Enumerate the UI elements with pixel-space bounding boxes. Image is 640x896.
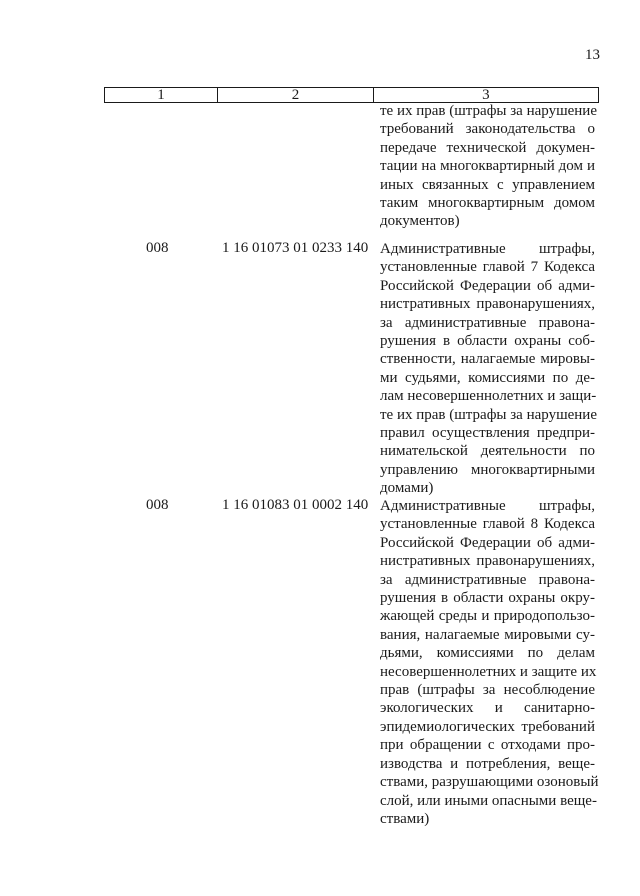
column-header-1: 1 bbox=[105, 88, 218, 103]
description-line: жающей среды и природопользо- bbox=[380, 608, 595, 625]
description-line: установленные главой 7 Кодекса bbox=[380, 259, 595, 276]
description-line: ствами) bbox=[380, 810, 430, 827]
description-line: эпидемиологических требований bbox=[380, 718, 595, 735]
description-line: прав (штрафы за несоблюдение bbox=[380, 682, 595, 699]
description-line: за административные правона- bbox=[380, 314, 595, 331]
description-line: дьями, комиссиями по делам bbox=[380, 645, 595, 662]
row-description bbox=[380, 240, 595, 498]
description-line: слой, или иными опасными веще- bbox=[380, 792, 597, 809]
description-line: вания, налагаемые мировыми су- bbox=[380, 626, 595, 643]
description-line: Российской Федерации об адми- bbox=[380, 534, 595, 551]
column-header-table bbox=[104, 87, 599, 103]
description-line: Административные штрафы, bbox=[380, 498, 595, 514]
description-line: тации на многоквартирный дом и bbox=[380, 158, 595, 175]
description-line: ственности, налагаемые мировы- bbox=[380, 351, 595, 368]
description-line: управлению многоквартирными bbox=[380, 461, 595, 478]
description-line: таким многоквартирным домом bbox=[380, 195, 595, 212]
description-line: лам несовершеннолетних и защи- bbox=[380, 388, 597, 405]
page-number: 13 bbox=[585, 47, 600, 63]
description-line: при обращении с отходами про- bbox=[380, 737, 595, 754]
column-header-3: 3 bbox=[373, 88, 598, 103]
description-line: рушения в области охраны соб- bbox=[380, 333, 595, 350]
admin-code: 008 bbox=[146, 240, 169, 256]
description-line: нимательской деятельности по bbox=[380, 443, 595, 460]
description-line: передаче технической докумен- bbox=[380, 139, 595, 156]
description-line: нистративных правонарушениях, bbox=[380, 296, 595, 313]
description-line: Российской Федерации об адми- bbox=[380, 277, 595, 294]
column-header-row bbox=[105, 88, 599, 103]
description-line: те их прав (штрафы за нарушение bbox=[380, 103, 597, 119]
description-line: установленные главой 8 Кодекса bbox=[380, 516, 595, 533]
description-line: несовершеннолетних и защите их bbox=[380, 663, 597, 680]
description-line: за административные правона- bbox=[380, 571, 595, 588]
continuation-description bbox=[380, 102, 595, 231]
row-description bbox=[380, 497, 599, 828]
column-header-2: 2 bbox=[218, 88, 374, 103]
description-line: Административные штрафы, bbox=[380, 241, 595, 257]
description-line: правил осуществления предпри- bbox=[380, 425, 595, 442]
description-line: иных связанных с управлением bbox=[380, 176, 595, 193]
description-line: ми судьями, комиссиями по де- bbox=[380, 369, 595, 386]
description-line: требований законодательства о bbox=[380, 121, 595, 138]
description-line: домами) bbox=[380, 480, 434, 497]
description-line: экологических и санитарно- bbox=[380, 700, 595, 717]
kbk-code: 1 16 01083 01 0002 140 bbox=[222, 497, 369, 513]
kbk-code: 1 16 01073 01 0233 140 bbox=[222, 240, 369, 256]
description-line: рушения в области охраны окру- bbox=[380, 590, 595, 607]
description-line: нистративных правонарушениях, bbox=[380, 553, 595, 570]
description-line: изводства и потребления, веще- bbox=[380, 755, 595, 772]
description-line: ствами, разрушающими озоновый bbox=[380, 774, 599, 791]
description-line: те их прав (штрафы за нарушение bbox=[380, 406, 597, 423]
description-line: документов) bbox=[380, 213, 460, 230]
admin-code: 008 bbox=[146, 497, 169, 513]
